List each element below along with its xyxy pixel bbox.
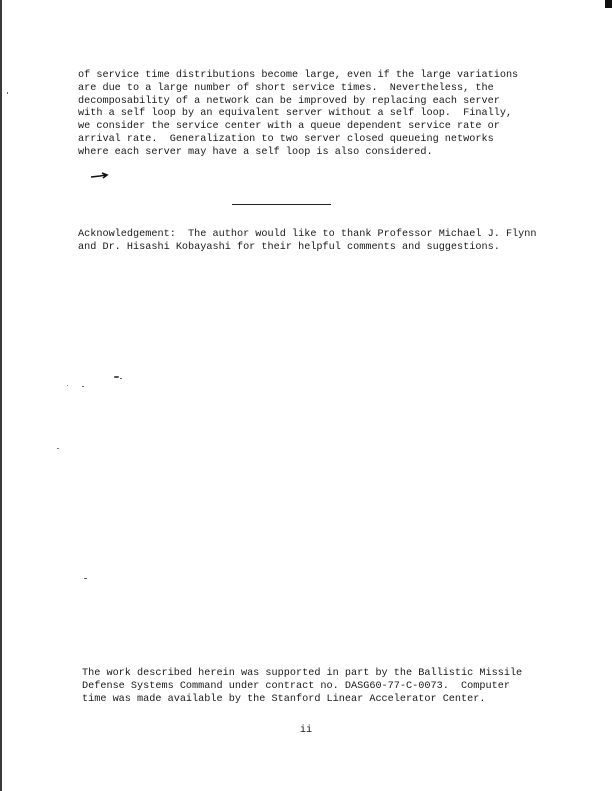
funding-note-paragraph (82, 668, 522, 706)
scan-speck (114, 376, 119, 378)
acknowledgement-paragraph (78, 229, 537, 255)
section-divider-rule (232, 204, 331, 205)
scan-speck (82, 386, 84, 387)
acknowledgement-line: and Dr. Hisashi Kobayashi for their helpful comments and suggestions. (78, 241, 500, 253)
acknowledgement-line: Acknowledgement: The author would like to thank Professor Michael J. Flynn (78, 229, 537, 240)
abstract-line: arrival rate. Generalization to two server closed queueing networks (78, 133, 494, 145)
scan-speck (67, 385, 68, 386)
handwritten-mark (90, 170, 116, 180)
funding-note-line: The work described herein was supported in part by the Ballistic Missile (82, 668, 523, 679)
abstract-line: are due to a large number of short service times. Nevertheless, the (78, 82, 494, 94)
page-number: ii (299, 725, 313, 736)
abstract-line: with a self loop by an equivalent server without a self loop. Finally, (78, 108, 513, 120)
corner-registration-mark (605, 0, 612, 8)
abstract-line: of service time distributions become large, even if the large variations (78, 70, 519, 81)
scan-speck (84, 578, 87, 579)
scan-speck (7, 92, 8, 94)
scan-speck (120, 378, 122, 379)
page-edge-scan-line (0, 0, 2, 791)
abstract-line: we consider the service center with a queue dependent service rate or (78, 121, 500, 133)
scan-speck (57, 448, 59, 449)
funding-note-line: Defense Systems Command under contract no. DASG60-77-C-0073. Computer (82, 680, 510, 692)
funding-note-line: time was made available by the Stanford Linear Accelerator Center. (82, 693, 486, 705)
abstract-line: where each server may have a self loop is also considered. (78, 146, 433, 158)
abstract-paragraph (78, 70, 518, 160)
abstract-line: decomposability of a network can be improved by replacing each server (78, 95, 500, 107)
